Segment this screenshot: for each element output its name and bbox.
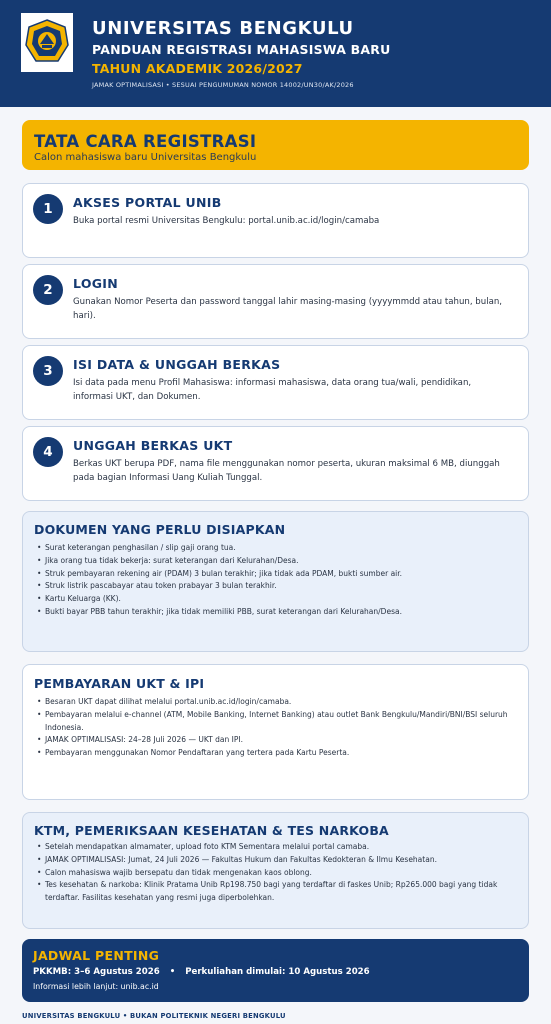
step-number-badge: 3: [33, 356, 63, 386]
registration-banner: [22, 120, 529, 170]
step-title: LOGIN: [73, 276, 119, 291]
list-item: • JAMAK OPTIMALISASI: 24–28 Juli 2026 — UKT dan IPI.: [37, 734, 517, 747]
list-item: • Tes kesehatan & narkoba: Klinik Pratama Unib Rp198.750 bagi yang terdaftar di faskes Unib; Rp265.000 bagi yang tidak terdaftar. Fasilitas kesehatan yang resmi juga diperbolehkan.: [37, 879, 517, 905]
university-seal-icon: [25, 19, 69, 65]
step-card-3: [22, 345, 529, 420]
step-description: Isi data pada menu Profil Mahasiswa: informasi mahasiswa, data orang tua/wali, pendidikan, informasi UKT, dan Dokumen.: [73, 378, 472, 402]
banner-subtitle: Calon mahasiswa baru Universitas Bengkulu: [34, 152, 257, 163]
header-subtitle: PANDUAN REGISTRASI MAHASISWA BARU: [92, 42, 391, 57]
list-item: • Pembayaran menggunakan Nomor Pendaftaran yang tertera pada Kartu Peserta.: [37, 747, 517, 760]
step-card-1: [22, 183, 529, 258]
university-logo: [21, 13, 73, 72]
list-item: • Besaran UKT dapat dilihat melalui portal.unib.ac.id/login/camaba.: [37, 696, 517, 709]
step-title: AKSES PORTAL UNIB: [73, 195, 222, 210]
payment-section: [22, 664, 529, 800]
payment-list: [37, 696, 517, 760]
list-item: • Surat keterangan penghasilan / slip gaji orang tua.: [37, 542, 517, 555]
section-title: DOKUMEN YANG PERLU DISIAPKAN: [34, 522, 286, 537]
step-title: ISI DATA & UNGGAH BERKAS: [73, 357, 281, 372]
ktm-health-section: [22, 812, 529, 929]
header-meta: JAMAK OPTIMALISASI • SESUAI PENGUMUMAN NOMOR 14002/UN30/AK/2026: [92, 81, 354, 89]
list-item: • Pembayaran melalui e-channel (ATM, Mobile Banking, Internet Banking) atau outlet Bank Bengkulu/Mandiri/BNI/BSI seluruh Indonesia.: [37, 709, 517, 735]
banner-title: TATA CARA REGISTRASI: [34, 132, 257, 151]
documents-section: [22, 511, 529, 652]
list-item: • Kartu Keluarga (KK).: [37, 593, 517, 606]
step-title: UNGGAH BERKAS UKT: [73, 438, 233, 453]
step-card-2: [22, 264, 529, 339]
header-title: UNIVERSITAS BENGKULU: [92, 18, 354, 39]
step-description: Buka portal resmi Universitas Bengkulu: portal.unib.ac.id/login/camaba: [73, 216, 380, 226]
step-number-badge: 2: [33, 275, 63, 305]
schedule-dates: [33, 967, 370, 977]
section-title: KTM, PEMERIKSAAN KESEHATAN & TES NARKOBA: [34, 823, 389, 838]
section-title: PEMBAYARAN UKT & IPI: [34, 676, 205, 691]
important-schedule: [22, 939, 529, 1002]
list-item: • Setelah mendapatkan almamater, upload foto KTM Sementara melalui portal camaba.: [37, 841, 517, 854]
list-item: • Struk pembayaran rekening air (PDAM) 3 bulan terakhir; jika tidak ada PDAM, bukti sumber air.: [37, 568, 517, 581]
list-item: • Calon mahasiswa wajib bersepatu dan tidak mengenakan kaos oblong.: [37, 867, 517, 880]
more-info-text: Informasi lebih lanjut: unib.ac.id: [33, 982, 159, 991]
step-card-4: [22, 426, 529, 501]
list-item: • Struk listrik pascabayar atau token prabayar 3 bulan terakhir.: [37, 580, 517, 593]
pkkmb-date: PKKMB: 3–6 Agustus 2026: [33, 967, 160, 977]
ktm-list: [37, 841, 517, 905]
documents-list: [37, 542, 517, 619]
list-item: • JAMAK OPTIMALISASI: Jumat, 24 Juli 2026 — Fakultas Hukum dan Fakultas Kedokteran & Ilmu Kesehatan.: [37, 854, 517, 867]
schedule-title: JADWAL PENTING: [33, 948, 160, 963]
list-item: • Bukti bayar PBB tahun terakhir; jika tidak memiliki PBB, surat keterangan dari Kelurahan/Desa.: [37, 606, 517, 619]
lecture-start-date: Perkuliahan dimulai: 10 Agustus 2026: [185, 967, 370, 977]
list-item: • Jika orang tua tidak bekerja: surat keterangan dari Kelurahan/Desa.: [37, 555, 517, 568]
page-header: [0, 0, 551, 107]
step-description: Gunakan Nomor Peserta dan password tanggal lahir masing-masing (yyyymmdd atau tahun, bulan, hari).: [73, 297, 503, 321]
header-academic-year: TAHUN AKADEMIK 2026/2027: [92, 61, 303, 76]
bullet-separator: •: [169, 967, 176, 977]
step-number-badge: 1: [33, 194, 63, 224]
step-number-badge: 4: [33, 437, 63, 467]
page-footer: UNIVERSITAS BENGKULU • BUKAN POLITEKNIK NEGERI BENGKULU: [22, 1012, 286, 1020]
step-description: Berkas UKT berupa PDF, nama file menggunakan nomor peserta, ukuran maksimal 6 MB, diunggah pada bagian Informasi Uang Kuliah Tunggal.: [73, 459, 500, 483]
